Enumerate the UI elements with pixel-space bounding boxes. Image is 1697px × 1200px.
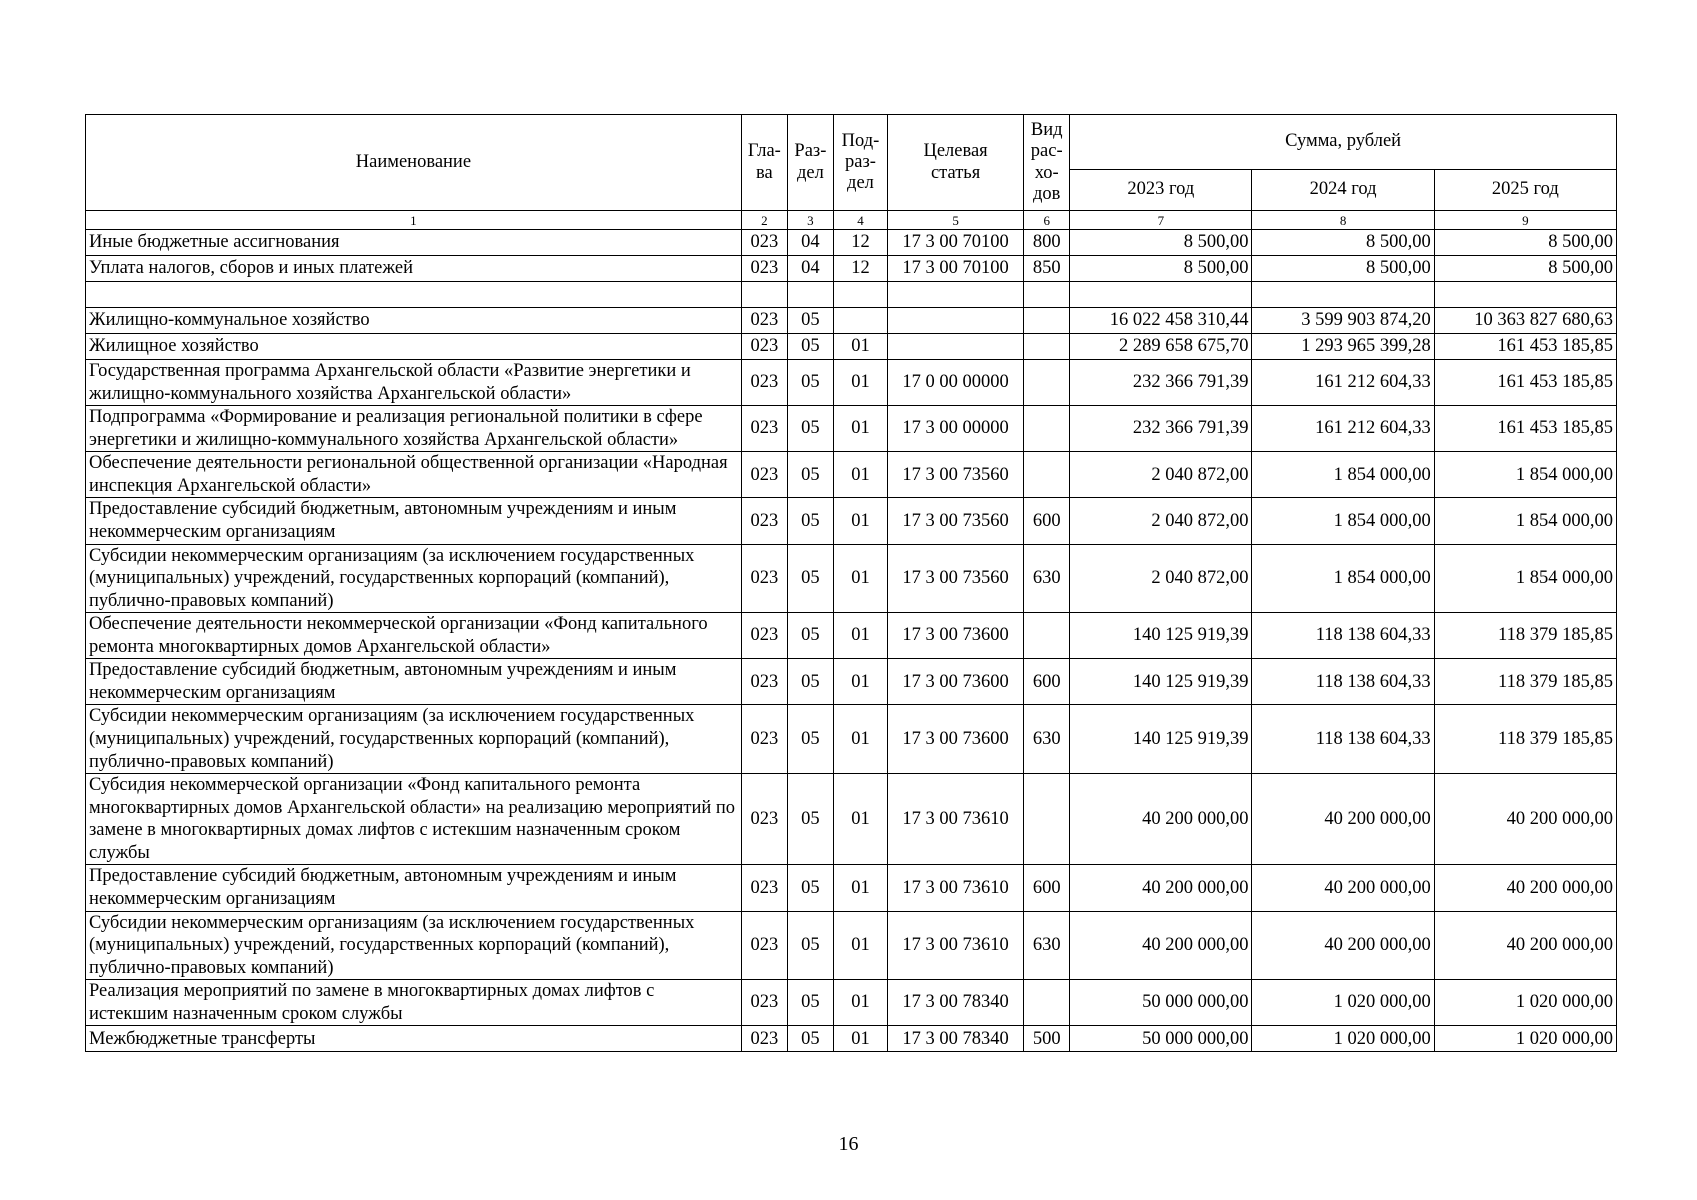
cell-name: Предоставление субсидий бюджетным, автономным учреждениям и иным некоммерческим организациям — [86, 865, 742, 911]
cell-glava: 023 — [741, 865, 787, 911]
cell-razdel: 05 — [787, 452, 833, 498]
header-year-2023: 2023 год — [1070, 170, 1252, 211]
empty-cell — [741, 282, 787, 308]
header-vid-rashodov: Вид рас- хо- дов — [1024, 115, 1070, 211]
cell-sum-2023: 2 040 872,00 — [1070, 452, 1252, 498]
cell-celevaya-statya: 17 3 00 78340 — [888, 980, 1024, 1026]
cell-glava: 023 — [741, 544, 787, 613]
cell-sum-2024: 161 212 604,33 — [1252, 406, 1434, 452]
table-row — [86, 230, 1617, 256]
cell-sum-2023: 50 000 000,00 — [1070, 980, 1252, 1026]
cell-celevaya-statya: 17 3 00 73560 — [888, 452, 1024, 498]
cell-podrazdel: 01 — [833, 452, 887, 498]
cell-vid-rashodov — [1024, 406, 1070, 452]
cell-sum-2023: 2 289 658 675,70 — [1070, 334, 1252, 360]
cell-sum-2023: 8 500,00 — [1070, 256, 1252, 282]
cell-celevaya-statya: 17 3 00 73560 — [888, 544, 1024, 613]
table-row — [86, 659, 1617, 705]
cell-sum-2024: 1 020 000,00 — [1252, 980, 1434, 1026]
cell-name: Реализация мероприятий по замене в многоквартирных домах лифтов с истекшим назначенным сроком службы — [86, 980, 742, 1026]
cell-sum-2025: 1 020 000,00 — [1434, 980, 1616, 1026]
cell-glava: 023 — [741, 911, 787, 980]
cell-glava: 023 — [741, 659, 787, 705]
cell-celevaya-statya — [888, 334, 1024, 360]
cell-razdel: 05 — [787, 774, 833, 865]
cell-podrazdel: 01 — [833, 911, 887, 980]
cell-sum-2023: 40 200 000,00 — [1070, 865, 1252, 911]
cell-razdel: 05 — [787, 334, 833, 360]
header-glava: Гла- ва — [741, 115, 787, 211]
table-row — [86, 256, 1617, 282]
empty-cell — [833, 282, 887, 308]
table-row — [86, 360, 1617, 406]
cell-sum-2024: 8 500,00 — [1252, 256, 1434, 282]
cell-glava: 023 — [741, 334, 787, 360]
cell-glava: 023 — [741, 230, 787, 256]
header-summa: Сумма, рублей — [1070, 115, 1617, 170]
cell-razdel: 05 — [787, 659, 833, 705]
cell-name: Межбюджетные трансферты — [86, 1026, 742, 1052]
cell-sum-2025: 10 363 827 680,63 — [1434, 308, 1616, 334]
cell-sum-2025: 118 379 185,85 — [1434, 613, 1616, 659]
cell-name: Иные бюджетные ассигнования — [86, 230, 742, 256]
column-number-row — [86, 211, 1617, 230]
cell-vid-rashodov: 600 — [1024, 498, 1070, 544]
table-row — [86, 705, 1617, 774]
cell-celevaya-statya: 17 3 00 70100 — [888, 230, 1024, 256]
table-row — [86, 498, 1617, 544]
empty-cell — [888, 282, 1024, 308]
cell-glava: 023 — [741, 1026, 787, 1052]
empty-cell — [787, 282, 833, 308]
cell-sum-2025: 1 854 000,00 — [1434, 498, 1616, 544]
cell-vid-rashodov — [1024, 452, 1070, 498]
cell-sum-2024: 118 138 604,33 — [1252, 705, 1434, 774]
cell-sum-2023: 2 040 872,00 — [1070, 544, 1252, 613]
cell-name: Субсидия некоммерческой организации «Фонд капитального ремонта многоквартирных домов Архангельской области» на реализацию мероприятий по замене в многоквартирных домах лифтов с истекшим назначенным сроком службы — [86, 774, 742, 865]
cell-glava: 023 — [741, 498, 787, 544]
cell-razdel: 04 — [787, 256, 833, 282]
cell-name: Предоставление субсидий бюджетным, автономным учреждениям и иным некоммерческим организациям — [86, 659, 742, 705]
table-row — [86, 774, 1617, 865]
cell-celevaya-statya: 17 3 00 73610 — [888, 865, 1024, 911]
cell-podrazdel: 01 — [833, 980, 887, 1026]
cell-name: Обеспечение деятельности региональной общественной организации «Народная инспекция Архангельской области» — [86, 452, 742, 498]
cell-celevaya-statya: 17 3 00 73610 — [888, 911, 1024, 980]
cell-podrazdel: 01 — [833, 360, 887, 406]
cell-vid-rashodov: 630 — [1024, 911, 1070, 980]
cell-sum-2025: 40 200 000,00 — [1434, 865, 1616, 911]
table-row — [86, 334, 1617, 360]
cell-vid-rashodov — [1024, 980, 1070, 1026]
cell-name: Жилищное хозяйство — [86, 334, 742, 360]
table-row — [86, 544, 1617, 613]
cell-sum-2023: 40 200 000,00 — [1070, 911, 1252, 980]
cell-razdel: 05 — [787, 980, 833, 1026]
cell-podrazdel: 12 — [833, 256, 887, 282]
header-celevaya-statya: Целевая статья — [888, 115, 1024, 211]
cell-vid-rashodov — [1024, 360, 1070, 406]
header-year-2024: 2024 год — [1252, 170, 1434, 211]
cell-name: Уплата налогов, сборов и иных платежей — [86, 256, 742, 282]
cell-podrazdel — [833, 308, 887, 334]
column-number: 8 — [1252, 211, 1434, 230]
cell-sum-2024: 1 854 000,00 — [1252, 452, 1434, 498]
cell-sum-2025: 118 379 185,85 — [1434, 659, 1616, 705]
table-row — [86, 1026, 1617, 1052]
header-razdel: Раз- дел — [787, 115, 833, 211]
column-number: 7 — [1070, 211, 1252, 230]
empty-cell — [1434, 282, 1616, 308]
column-number: 2 — [741, 211, 787, 230]
header-name: Наименование — [86, 115, 742, 211]
column-number: 1 — [86, 211, 742, 230]
cell-sum-2025: 1 854 000,00 — [1434, 544, 1616, 613]
cell-podrazdel: 01 — [833, 406, 887, 452]
cell-celevaya-statya: 17 3 00 70100 — [888, 256, 1024, 282]
table-row — [86, 865, 1617, 911]
cell-glava: 023 — [741, 980, 787, 1026]
cell-celevaya-statya: 17 3 00 73610 — [888, 774, 1024, 865]
cell-razdel: 05 — [787, 911, 833, 980]
cell-sum-2024: 40 200 000,00 — [1252, 774, 1434, 865]
cell-sum-2023: 140 125 919,39 — [1070, 613, 1252, 659]
cell-sum-2025: 8 500,00 — [1434, 256, 1616, 282]
cell-razdel: 05 — [787, 705, 833, 774]
cell-celevaya-statya: 17 0 00 00000 — [888, 360, 1024, 406]
cell-sum-2024: 161 212 604,33 — [1252, 360, 1434, 406]
cell-sum-2024: 118 138 604,33 — [1252, 613, 1434, 659]
cell-vid-rashodov: 630 — [1024, 544, 1070, 613]
cell-podrazdel: 12 — [833, 230, 887, 256]
cell-celevaya-statya: 17 3 00 73600 — [888, 613, 1024, 659]
cell-razdel: 05 — [787, 613, 833, 659]
cell-glava: 023 — [741, 452, 787, 498]
cell-razdel: 05 — [787, 865, 833, 911]
cell-sum-2025: 8 500,00 — [1434, 230, 1616, 256]
empty-cell — [1024, 282, 1070, 308]
cell-name: Субсидии некоммерческим организациям (за исключением государственных (муниципальных) учреждений, государственных корпораций (компаний), публично-правовых компаний) — [86, 705, 742, 774]
cell-glava: 023 — [741, 613, 787, 659]
cell-sum-2024: 1 020 000,00 — [1252, 1026, 1434, 1052]
column-number: 5 — [888, 211, 1024, 230]
cell-celevaya-statya: 17 3 00 78340 — [888, 1026, 1024, 1052]
cell-podrazdel: 01 — [833, 1026, 887, 1052]
cell-glava: 023 — [741, 308, 787, 334]
cell-name: Предоставление субсидий бюджетным, автономным учреждениям и иным некоммерческим организациям — [86, 498, 742, 544]
column-number: 3 — [787, 211, 833, 230]
cell-sum-2023: 140 125 919,39 — [1070, 705, 1252, 774]
table-row — [86, 308, 1617, 334]
cell-celevaya-statya: 17 3 00 73600 — [888, 659, 1024, 705]
table-row — [86, 980, 1617, 1026]
cell-name: Жилищно-коммунальное хозяйство — [86, 308, 742, 334]
cell-celevaya-statya: 17 3 00 00000 — [888, 406, 1024, 452]
cell-razdel: 05 — [787, 1026, 833, 1052]
cell-glava: 023 — [741, 360, 787, 406]
table-row — [86, 613, 1617, 659]
table-row — [86, 406, 1617, 452]
empty-cell — [86, 282, 742, 308]
cell-name: Обеспечение деятельности некоммерческой организации «Фонд капитального ремонта многоквартирных домов Архангельской области» — [86, 613, 742, 659]
cell-glava: 023 — [741, 774, 787, 865]
cell-name: Субсидии некоммерческим организациям (за исключением государственных (муниципальных) учреждений, государственных корпораций (компаний), публично-правовых компаний) — [86, 911, 742, 980]
cell-razdel: 05 — [787, 360, 833, 406]
cell-name: Подпрограмма «Формирование и реализация региональной политики в сфере энергетики и жилищно-коммунального хозяйства Архангельской области» — [86, 406, 742, 452]
cell-sum-2025: 161 453 185,85 — [1434, 406, 1616, 452]
cell-sum-2025: 1 854 000,00 — [1434, 452, 1616, 498]
cell-vid-rashodov: 600 — [1024, 659, 1070, 705]
column-number: 6 — [1024, 211, 1070, 230]
column-number: 9 — [1434, 211, 1616, 230]
cell-sum-2024: 3 599 903 874,20 — [1252, 308, 1434, 334]
cell-podrazdel: 01 — [833, 544, 887, 613]
cell-sum-2023: 8 500,00 — [1070, 230, 1252, 256]
cell-celevaya-statya — [888, 308, 1024, 334]
table-row — [86, 911, 1617, 980]
cell-vid-rashodov — [1024, 334, 1070, 360]
header-podrazdel: Под- раз- дел — [833, 115, 887, 211]
cell-glava: 023 — [741, 406, 787, 452]
table-body — [86, 230, 1617, 1052]
budget-table — [85, 114, 1617, 1052]
cell-sum-2024: 8 500,00 — [1252, 230, 1434, 256]
cell-vid-rashodov — [1024, 774, 1070, 865]
cell-sum-2024: 118 138 604,33 — [1252, 659, 1434, 705]
cell-podrazdel: 01 — [833, 334, 887, 360]
cell-sum-2025: 161 453 185,85 — [1434, 334, 1616, 360]
cell-sum-2025: 40 200 000,00 — [1434, 774, 1616, 865]
cell-podrazdel: 01 — [833, 659, 887, 705]
cell-podrazdel: 01 — [833, 613, 887, 659]
cell-celevaya-statya: 17 3 00 73600 — [888, 705, 1024, 774]
cell-vid-rashodov: 630 — [1024, 705, 1070, 774]
empty-cell — [1252, 282, 1434, 308]
cell-podrazdel: 01 — [833, 865, 887, 911]
column-number: 4 — [833, 211, 887, 230]
cell-razdel: 05 — [787, 544, 833, 613]
cell-sum-2023: 2 040 872,00 — [1070, 498, 1252, 544]
cell-sum-2023: 50 000 000,00 — [1070, 1026, 1252, 1052]
cell-vid-rashodov: 600 — [1024, 865, 1070, 911]
page-number: 16 — [838, 1133, 859, 1155]
cell-podrazdel: 01 — [833, 774, 887, 865]
cell-razdel: 05 — [787, 406, 833, 452]
cell-vid-rashodov: 500 — [1024, 1026, 1070, 1052]
header-year-2025: 2025 год — [1434, 170, 1616, 211]
cell-name: Субсидии некоммерческим организациям (за исключением государственных (муниципальных) учреждений, государственных корпораций (компаний), публично-правовых компаний) — [86, 544, 742, 613]
cell-sum-2023: 140 125 919,39 — [1070, 659, 1252, 705]
cell-sum-2023: 40 200 000,00 — [1070, 774, 1252, 865]
cell-sum-2024: 40 200 000,00 — [1252, 865, 1434, 911]
cell-vid-rashodov: 800 — [1024, 230, 1070, 256]
cell-razdel: 05 — [787, 498, 833, 544]
table-row — [86, 282, 1617, 308]
cell-name: Государственная программа Архангельской области «Развитие энергетики и жилищно-коммунального хозяйства Архангельской области» — [86, 360, 742, 406]
cell-podrazdel: 01 — [833, 498, 887, 544]
cell-sum-2024: 1 854 000,00 — [1252, 544, 1434, 613]
cell-sum-2024: 40 200 000,00 — [1252, 911, 1434, 980]
cell-sum-2023: 232 366 791,39 — [1070, 360, 1252, 406]
cell-sum-2025: 161 453 185,85 — [1434, 360, 1616, 406]
cell-sum-2024: 1 854 000,00 — [1252, 498, 1434, 544]
cell-sum-2025: 40 200 000,00 — [1434, 911, 1616, 980]
cell-vid-rashodov: 850 — [1024, 256, 1070, 282]
cell-sum-2024: 1 293 965 399,28 — [1252, 334, 1434, 360]
cell-glava: 023 — [741, 256, 787, 282]
cell-glava: 023 — [741, 705, 787, 774]
cell-sum-2025: 1 020 000,00 — [1434, 1026, 1616, 1052]
table-header — [86, 115, 1617, 230]
table-row — [86, 452, 1617, 498]
cell-podrazdel: 01 — [833, 705, 887, 774]
cell-sum-2025: 118 379 185,85 — [1434, 705, 1616, 774]
cell-razdel: 04 — [787, 230, 833, 256]
empty-cell — [1070, 282, 1252, 308]
cell-sum-2023: 16 022 458 310,44 — [1070, 308, 1252, 334]
cell-sum-2023: 232 366 791,39 — [1070, 406, 1252, 452]
cell-celevaya-statya: 17 3 00 73560 — [888, 498, 1024, 544]
cell-vid-rashodov — [1024, 308, 1070, 334]
cell-vid-rashodov — [1024, 613, 1070, 659]
cell-razdel: 05 — [787, 308, 833, 334]
